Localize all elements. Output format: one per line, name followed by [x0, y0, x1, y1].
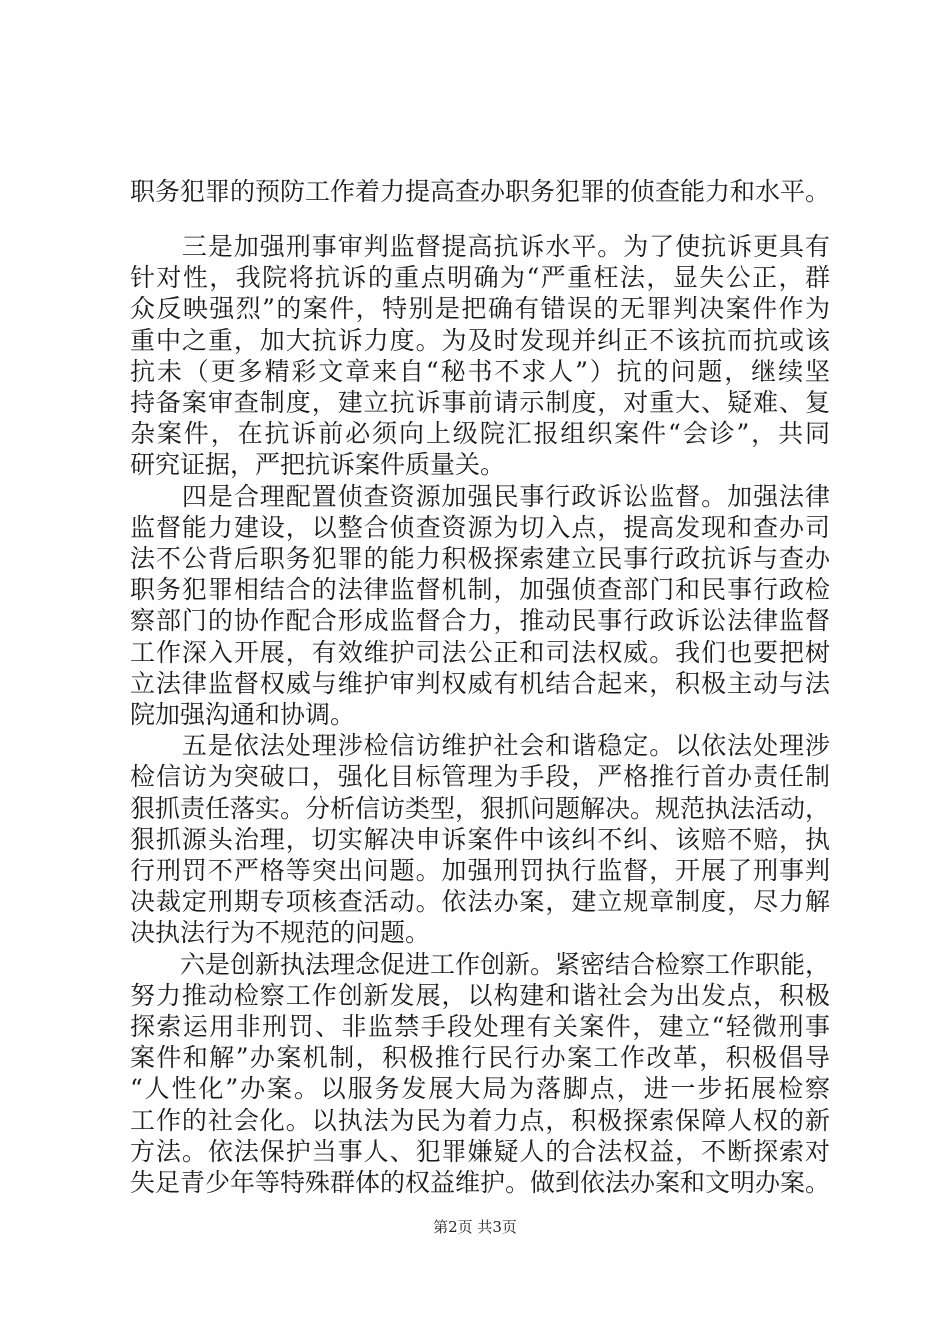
text-line: 狠抓责任落实。分析信访类型，狠抓问题解决。规范执法活动，	[130, 793, 830, 823]
text-line: 决执法行为不规范的问题。	[130, 918, 431, 948]
text-line: 研究证据，严把抗诉案件质量关。	[130, 450, 506, 480]
text-line: 持备案审查制度，建立抗诉事前请示制度，对重大、疑难、复	[130, 388, 830, 417]
text-line: 职务犯罪的预防工作着力提高查办职务犯罪的侦查能力和水平。	[130, 177, 830, 206]
text-line: 法不公背后职务犯罪的能力积极探索建立民事行政抗诉与查办	[130, 544, 830, 573]
text-line: 三是加强刑事审判监督提高抗诉水平。为了使抗诉更具有	[130, 232, 830, 261]
text-line: 重中之重，加大抗诉力度。为及时发现并纠正不该抗而抗或该	[130, 325, 830, 355]
text-line: 失足青少年等特殊群体的权益维护。做到依法办案和文明办案。	[130, 1168, 830, 1197]
page-footer: 第2页 共3页	[433, 1218, 517, 1236]
text-line: 行刑罚不严格等突出问题。加强刑罚执行监督，开展了刑事判	[130, 856, 830, 885]
text-line: 职务犯罪相结合的法律监督机制，加强侦查部门和民事行政检	[130, 575, 830, 605]
text-line: 检信访为突破口，强化目标管理为手段，严格推行首办责任制	[130, 762, 830, 792]
text-line: 六是创新执法理念促进工作创新。紧密结合检察工作职能，	[130, 949, 830, 979]
text-line: 工作深入开展，有效维护司法公正和司法权威。我们也要把树	[130, 637, 830, 667]
text-line: “人性化”办案。以服务发展大局为落脚点，进一步拓展检察	[130, 1074, 830, 1104]
text-line: 努力推动检察工作创新发展，以构建和谐社会为出发点，积极	[130, 980, 830, 1010]
text-line: 探索运用非刑罚、非监禁手段处理有关案件，建立“轻微刑事	[130, 1012, 830, 1041]
text-line: 立法律监督权威与维护审判权威有机结合起来，积极主动与法	[130, 668, 830, 698]
text-line: 方法。依法保护当事人、犯罪嫌疑人的合法权益，不断探索对	[130, 1136, 830, 1166]
text-line: 五是依法处理涉检信访维护社会和谐稳定。以依法处理涉	[130, 731, 830, 761]
text-line: 案件和解”办案机制，积极推行民行办案工作改革，积极倡导	[130, 1043, 830, 1073]
text-line: 工作的社会化。以执法为民为着力点，积极探索保障人权的新	[130, 1105, 830, 1135]
text-line: 四是合理配置侦查资源加强民事行政诉讼监督。加强法律	[130, 481, 830, 511]
text-line: 众反映强烈”的案件，特别是把确有错误的无罪判决案件作为	[130, 294, 830, 324]
text-line: 察部门的协作配合形成监督合力，推动民事行政诉讼法律监督	[130, 606, 830, 636]
text-line: 决裁定刑期专项核查活动。依法办案，建立规章制度，尽力解	[130, 887, 830, 917]
text-line: 抗未（更多精彩文章来自“秘书不求人”）抗的问题，继续坚	[130, 356, 830, 386]
text-line: 狠抓源头治理，切实解决申诉案件中该纠不纠、该赔不赔，执	[130, 824, 830, 854]
text-line: 监督能力建设，以整合侦查资源为切入点，提高发现和查办司	[130, 512, 830, 542]
text-line: 杂案件，在抗诉前必须向上级院汇报组织案件“会诊”，共同	[130, 419, 830, 449]
text-line: 院加强沟通和协调。	[130, 700, 356, 729]
text-line: 针对性，我院将抗诉的重点明确为“严重枉法，显失公正，群	[130, 263, 830, 293]
